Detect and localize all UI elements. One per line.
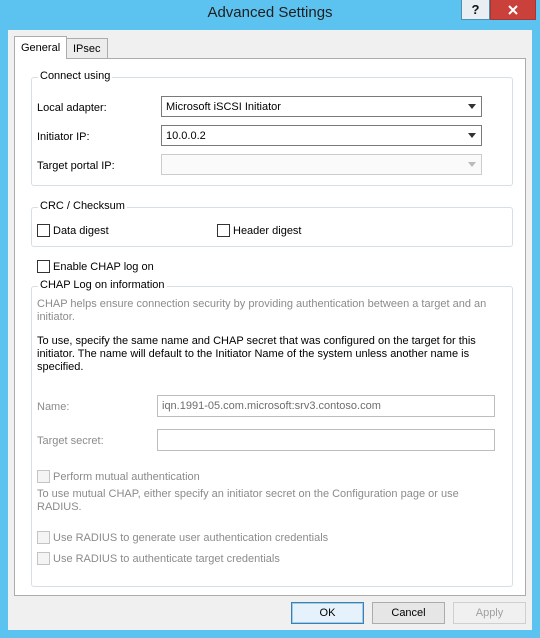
checkbox-box [37, 552, 50, 565]
local-adapter-value: Microsoft iSCSI Initiator [166, 100, 281, 113]
header-digest-checkbox[interactable] [217, 224, 302, 237]
cancel-button[interactable]: Cancel [372, 602, 445, 624]
chap-name-input[interactable]: iqn.1991-05.com.microsoft:srv3.contoso.com [157, 395, 495, 417]
apply-button[interactable]: Apply [453, 602, 526, 624]
checkbox-box [37, 470, 50, 483]
dialog-client [8, 30, 532, 630]
radius-target-checkbox[interactable] [37, 552, 280, 565]
target-secret-label: Target secret: [37, 435, 104, 447]
mutual-auth-checkbox[interactable] [37, 470, 200, 483]
initiator-ip-select[interactable] [161, 125, 482, 146]
tab-general[interactable]: General [14, 36, 67, 59]
general-tab-panel [14, 58, 526, 596]
chap-logon-label: CHAP Log on information [40, 279, 165, 291]
help-button[interactable]: ? [461, 0, 490, 20]
chap-help-text: CHAP helps ensure connection security by providing authentication between a target and an initiator. [37, 298, 487, 323]
ok-button[interactable]: OK [291, 602, 364, 624]
window-title: Advanced Settings [207, 4, 333, 21]
initiator-ip-value: 10.0.0.2 [166, 129, 206, 142]
name-label: Name: [37, 401, 70, 413]
connect-using-label: Connect using [40, 70, 111, 82]
mutual-chap-help-text: To use mutual CHAP, either specify an initiator secret on the Configuration page or use RADIUS. [37, 488, 459, 513]
header-digest-label: Header digest [233, 224, 302, 237]
crc-checksum-label: CRC / Checksum [40, 200, 125, 212]
radius-user-checkbox[interactable] [37, 531, 328, 544]
checkbox-box [217, 224, 230, 237]
radius-user-label: Use RADIUS to generate user authentication credentials [53, 531, 329, 544]
local-adapter-select[interactable] [161, 96, 482, 117]
data-digest-checkbox[interactable] [37, 224, 109, 237]
chevron-down-icon [468, 104, 476, 109]
chevron-down-icon [468, 133, 476, 138]
enable-chap-label: Enable CHAP log on [53, 260, 154, 273]
close-icon [508, 5, 518, 15]
checkbox-box [37, 531, 50, 544]
checkbox-box [37, 260, 50, 273]
mutual-auth-label: Perform mutual authentication [53, 470, 200, 483]
target-portal-select[interactable] [161, 154, 482, 175]
target-portal-label: Target portal IP: [37, 160, 115, 172]
chap-instructions-text: To use, specify the same name and CHAP secret that was configured on the target for this initiator. The name will default to the Initiator Name of the system unless another name is specified. [37, 335, 476, 373]
local-adapter-label: Local adapter: [37, 102, 107, 114]
close-button[interactable] [490, 0, 536, 20]
target-secret-input[interactable] [157, 429, 495, 451]
radius-target-label: Use RADIUS to authenticate target credentials [53, 552, 280, 565]
checkbox-box [37, 224, 50, 237]
chevron-down-icon [468, 162, 476, 167]
tab-ipsec[interactable]: IPsec [66, 38, 108, 58]
enable-chap-checkbox[interactable] [37, 260, 154, 273]
initiator-ip-label: Initiator IP: [37, 131, 90, 143]
data-digest-label: Data digest [53, 224, 109, 237]
